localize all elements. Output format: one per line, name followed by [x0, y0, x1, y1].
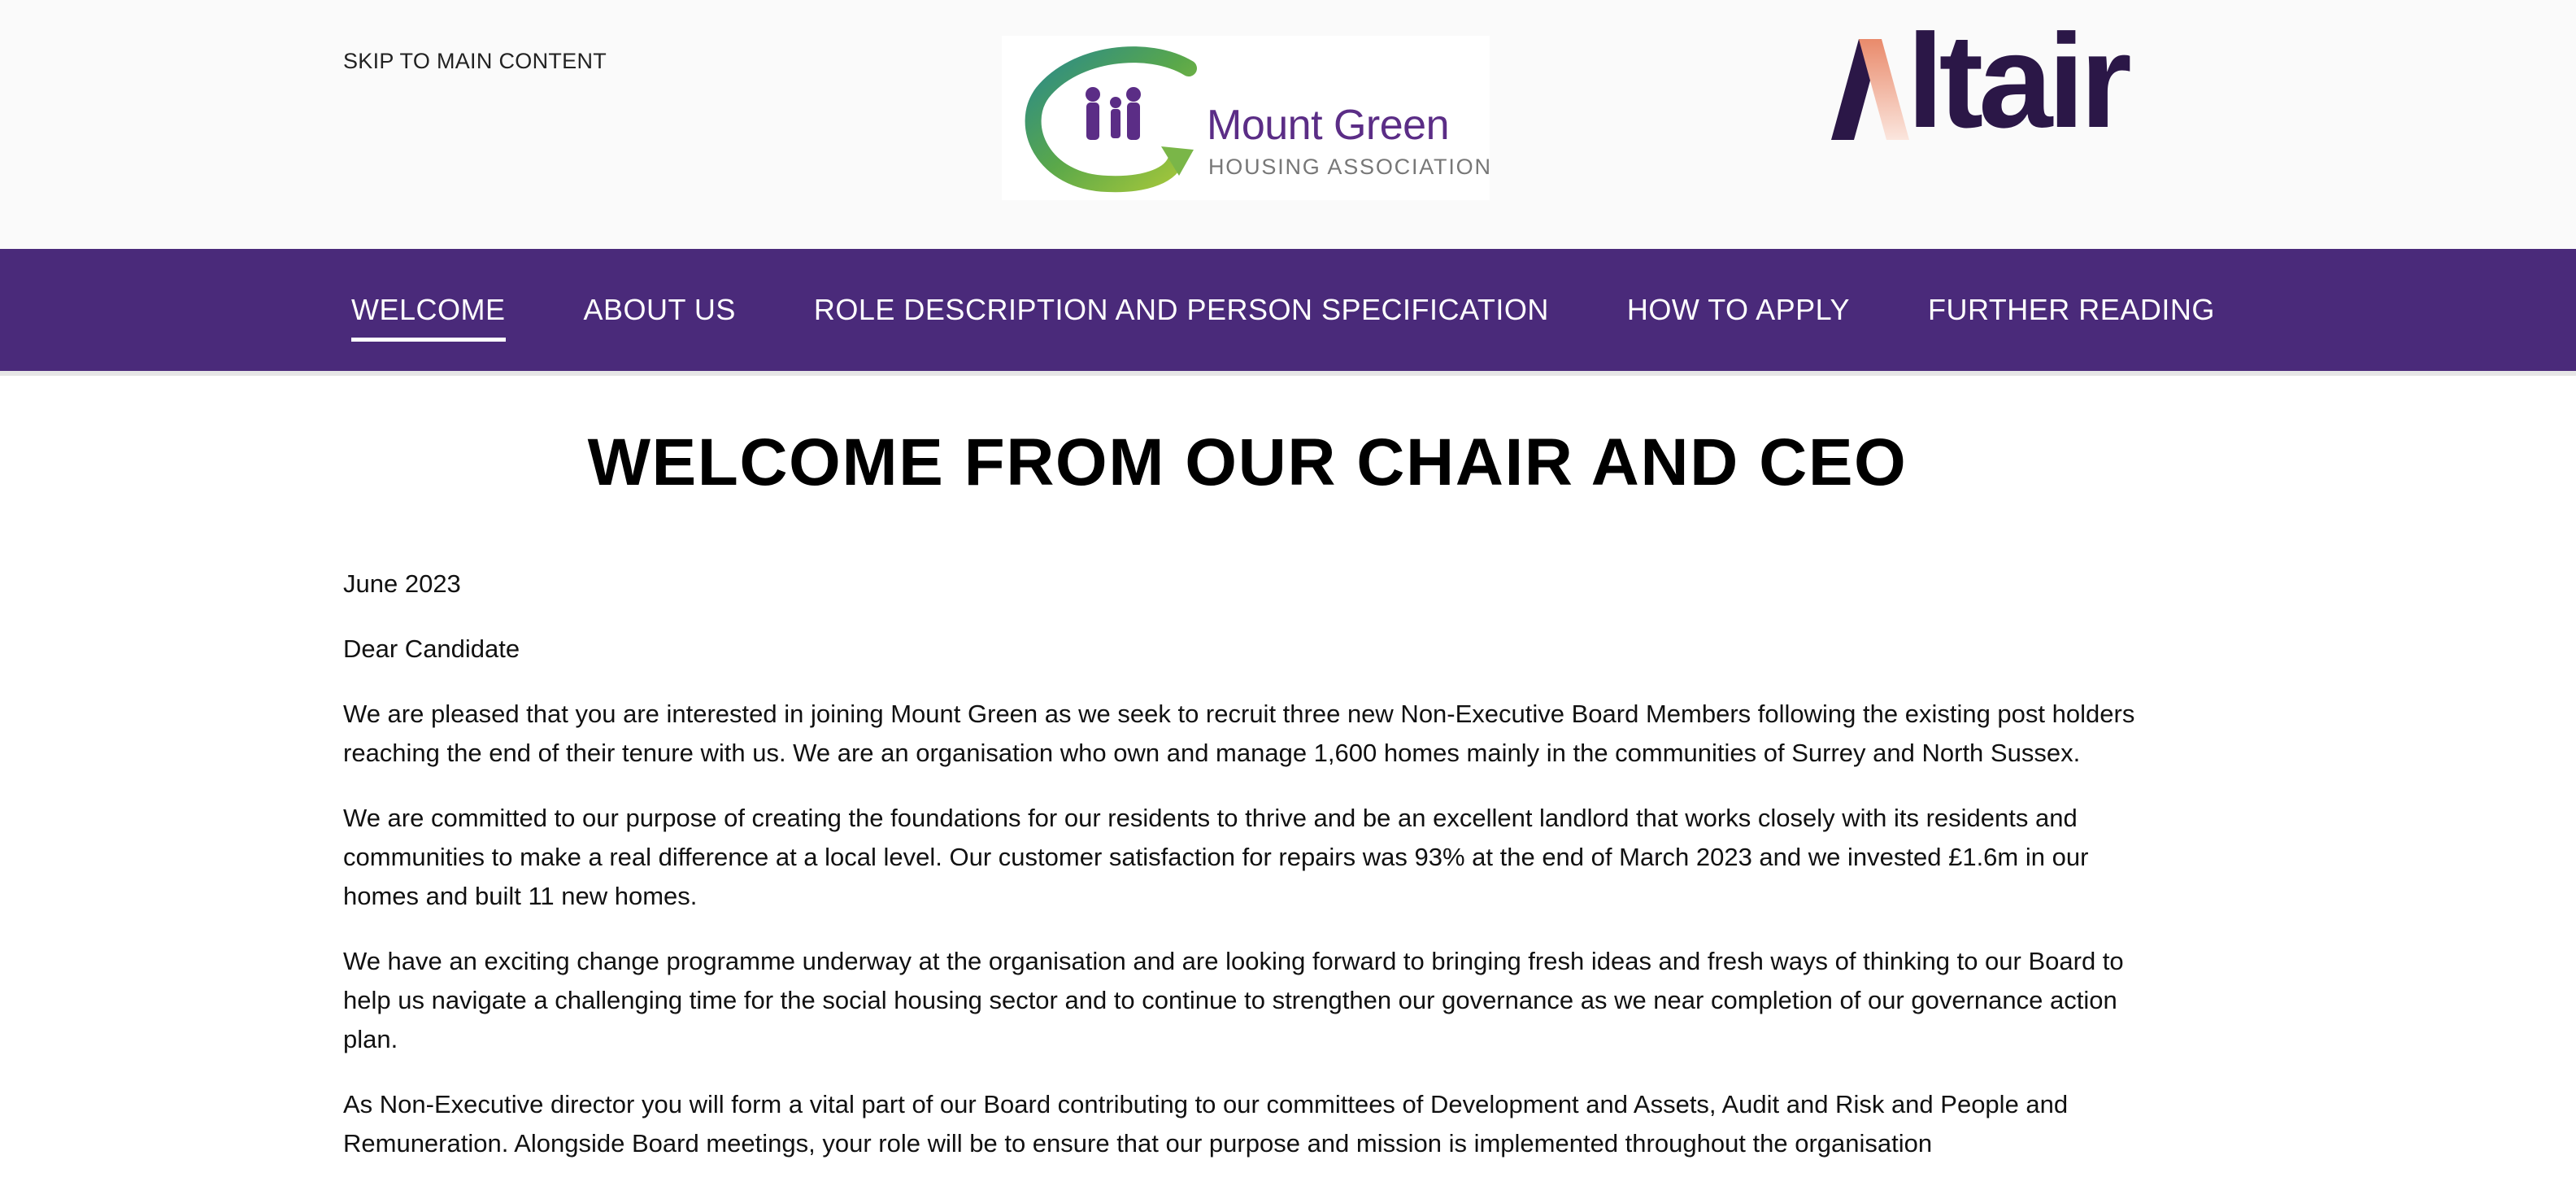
main-nav — [0, 249, 2576, 371]
nav-divider — [0, 371, 2576, 376]
letter-salutation: Dear Candidate — [343, 634, 520, 663]
altair-wordmark: ltair — [1907, 7, 2127, 155]
nav-item-about-us[interactable]: ABOUT US — [583, 293, 736, 326]
site-header — [0, 0, 2576, 249]
mount-green-logo[interactable] — [1002, 36, 1490, 200]
nav-item-role-description[interactable]: ROLE DESCRIPTION AND PERSON SPECIFICATION — [813, 293, 1549, 326]
mount-green-logo-name: Mount Green — [1207, 102, 1449, 149]
letter-date: June 2023 — [343, 569, 461, 598]
nav-item-how-to-apply[interactable]: HOW TO APPLY — [1626, 293, 1850, 326]
skip-to-main-link[interactable]: SKIP TO MAIN CONTENT — [343, 49, 607, 73]
letter-paragraph: We are committed to our purpose of creating the foundations for our residents to thrive and be an excellent landlord that works closely with its residents and communities to make a real difference at a local level. Our customer satisfaction for repairs was 93% at the end of March 2023 and we invested £1.6m in our homes and built 11 new homes. — [343, 804, 2089, 910]
altair-a-mark-icon — [1805, 39, 1911, 153]
page-title: WELCOME FROM OUR CHAIR AND CEO — [587, 425, 1908, 499]
letter-paragraph: We have an exciting change programme underway at the organisation and are looking forward to bringing fresh ideas and fresh ways of thinking to our Board to help us navigate a challenging time for the social housing sector and to continue to strengthen our governance as we near completion of our governance action plan. — [343, 947, 2124, 1053]
altair-logo[interactable] — [1805, 7, 2147, 155]
nav-items — [351, 249, 2293, 371]
letter-paragraph: As Non-Executive director you will form a vital part of our Board contributing to our committees of Development and Assets, Audit and Risk and People and Remuneration. Alongside Board meetings, your role will be to ensure that our purpose and mission is implemented throughout the organisation — [343, 1090, 2069, 1158]
nav-item-welcome[interactable]: WELCOME — [351, 293, 506, 326]
letter-body — [343, 565, 2165, 1189]
nav-item-further-reading[interactable]: FURTHER READING — [1927, 293, 2215, 326]
letter-paragraph: We are pleased that you are interested in joining Mount Green as we seek to recruit three new Non-Executive Board Members following the existing post holders reaching the end of their tenure with us. We are an organisation who own and manage 1,600 homes mainly in the communities of Surrey and North Sussex. — [343, 700, 2135, 767]
mount-green-logo-subtitle: HOUSING ASSOCIATION — [1208, 155, 1492, 179]
